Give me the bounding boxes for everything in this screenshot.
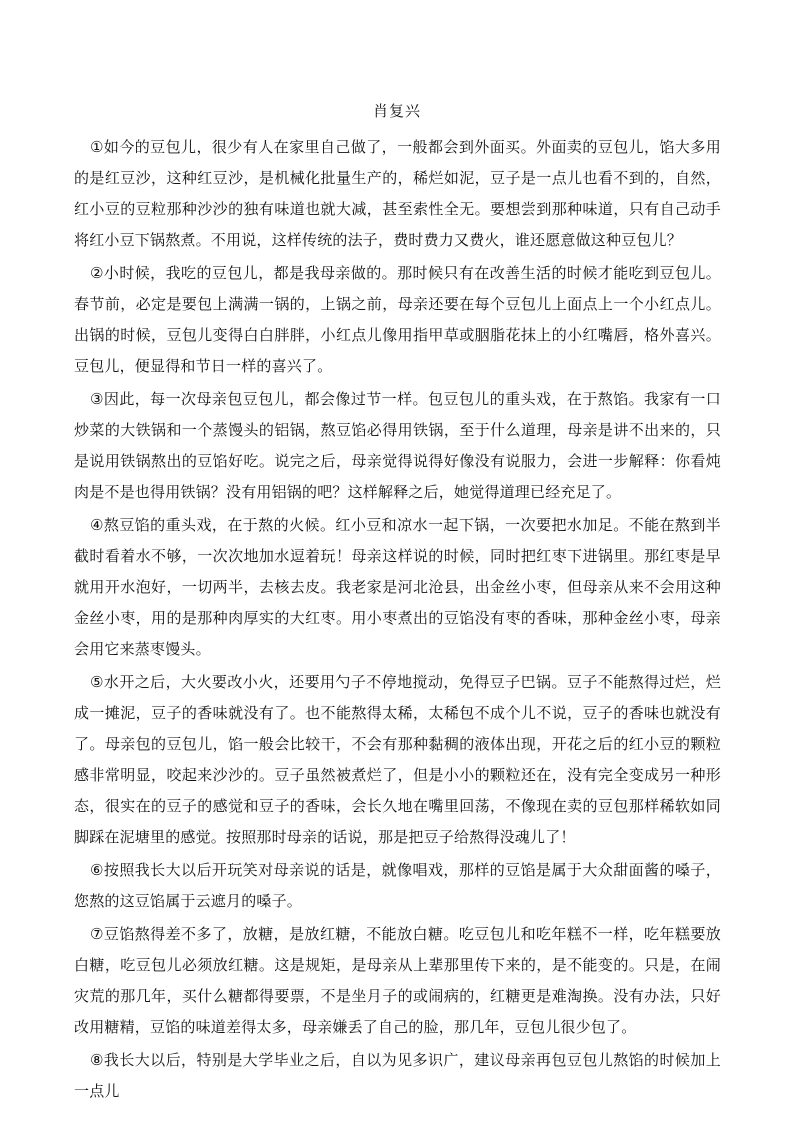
paragraph-7: ⑦豆馅熬得差不多了，放糖，是放红糖，不能放白糖。吃豆包儿和吃年糕不一样，吃年糕要放白糖，吃豆包儿必须放红糖。这是规矩，是母亲从上辈那里传下来的，是不能变的。只是，在闹灾荒的那几年，买什么糖都得要票，不是坐月子的或闹病的，红糖更是难淘换。没有办法，只好改用糖精，豆馅的味道差得太多，母亲嫌丢了自己的脸，那几年，豆包儿很少包了。 bbox=[74, 925, 721, 1036]
paragraph-8: ⑧我长大以后，特别是大学毕业之后，自以为见多识广，建议母亲再包豆包儿熬馅的时候加上一点儿 bbox=[74, 1051, 721, 1100]
paragraph-2: ②小时候，我吃的豆包儿，都是我母亲做的。那时候只有在改善生活的时候才能吃到豆包儿。春节前，必定是要包上满满一锅的，上锅之前，母亲还要在每个豆包儿上面点上一个小红点儿。出锅的时候，豆包儿变得白白胖胖，小红点儿像用指甲草或胭脂花抹上的小红嘴唇，格外喜兴。豆包儿，便显得和节日一样的喜兴了。 bbox=[74, 264, 721, 375]
paragraph-5: ⑤水开之后，大火要改小火，还要用勺子不停地搅动，免得豆子巴锅。豆子不能熬得过烂，烂成一摊泥，豆子的香味就没有了。也不能熬得太稀，太稀包不成个儿不说，豆子的香味也就没有了。母亲包的豆包儿，馅一般会比较干，不会有那种黏稠的液体出现，开花之后的红小豆的颗粒感非常明显，咬起来沙沙的。豆子虽然被煮烂了，但是小小的颗粒还在，没有完全变成另一种形态，很实在的豆子的感觉和豆子的香味，会长久地在嘴里回荡，不像现在卖的豆包那样稀软如同脚踩在泥塘里的感觉。按照那时母亲的话说，那是把豆子给熬得没魂儿了！ bbox=[74, 673, 721, 846]
paragraph-6: ⑥按照我长大以后开玩笑对母亲说的话是，就像唱戏，那样的豆馅是属于大众甜面酱的嗓子，您熬的这豆馅属于云遮月的嗓子。 bbox=[74, 861, 721, 910]
paragraph-4: ④熬豆馅的重头戏，在于熬的火候。红小豆和凉水一起下锅，一次要把水加足。不能在熬到半截时看着水不够，一次次地加水逗着玩！母亲这样说的时候，同时把红枣下进锅里。那红枣是早就用开水泡好，一切两半，去核去皮。我老家是河北沧县，出金丝小枣，但母亲从来不会用这种金丝小枣，用的是那种肉厚实的大红枣。用小枣煮出的豆馅没有枣的香味，那种金丝小枣，母亲会用它来蒸枣馒头。 bbox=[74, 516, 721, 658]
author-name: 肖复兴 bbox=[372, 102, 421, 120]
article-body bbox=[74, 132, 721, 1109]
paragraph-3: ③因此，每一次母亲包豆包儿，都会像过节一样。包豆包儿的重头戏，在于熬馅。我家有一口炒菜的大铁锅和一个蒸馒头的铝锅，熬豆馅必得用铁锅，至于什么道理，母亲是讲不出来的，只是说用铁锅熬出的豆馅好吃。说完之后，母亲觉得说得好像没有说服力，会进一步解释：你看炖肉是不是也得用铁锅？没有用铝锅的吧？这样解释之后，她觉得道理已经充足了。 bbox=[74, 390, 721, 501]
paragraph-1: ①如今的豆包儿，很少有人在家里自己做了，一般都会到外面买。外面卖的豆包儿，馅大多用的是红豆沙，这种红豆沙，是机械化批量生产的，稀烂如泥，豆子是一点儿也看不到的，自然，红小豆的豆粒那种沙沙的独有味道也就大减，甚至索性全无。要想尝到那种味道，只有自己动手将红小豆下锅熬煮。不用说，这样传统的法子，费时费力又费火，谁还愿意做这种豆包儿？ bbox=[74, 138, 721, 249]
